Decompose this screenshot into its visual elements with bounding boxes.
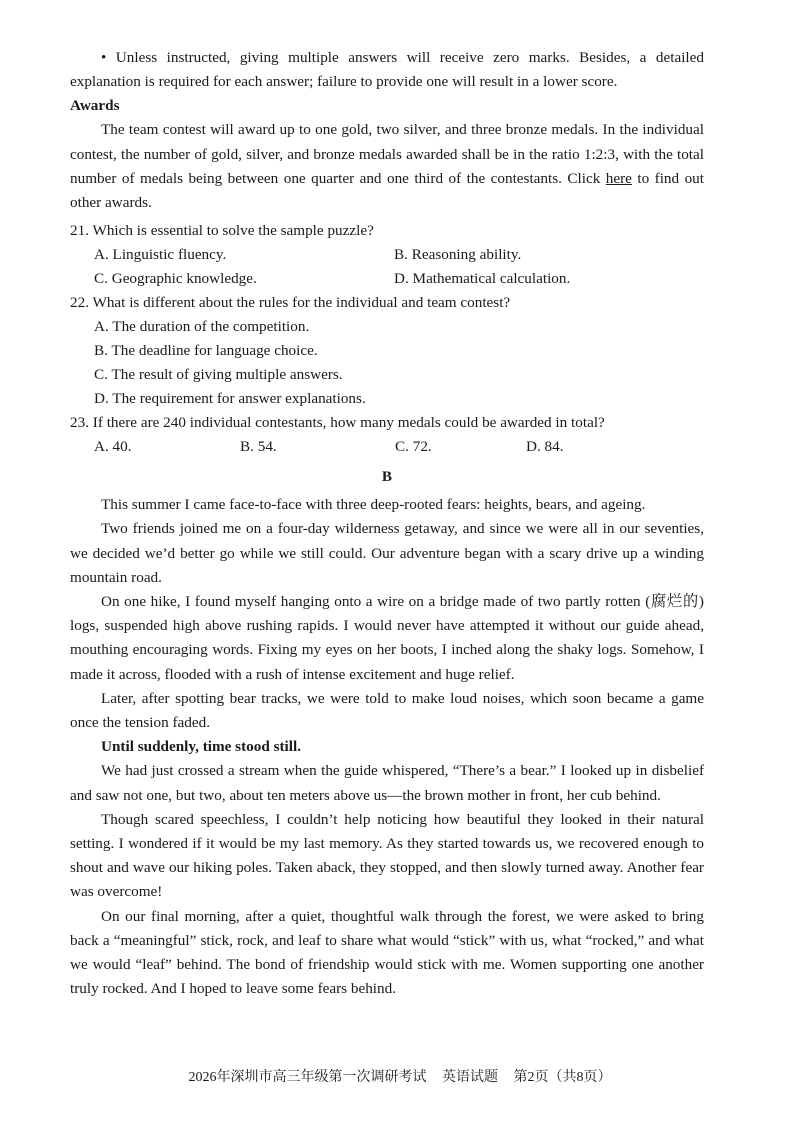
passage-paragraph-3: On one hike, I found myself hanging onto a wire on a bridge made of two partly rotten (腐烂的) logs, suspended high above rushing rapids. I would never have attempted it without our guide ahead, mouthing encouraging words. Fixing my eyes on her boots, I inched along the shaky logs. Somehow, I made it across, flooded with a rush of intense excitement and huge relief. [70, 593, 704, 683]
q23-option-b: B. 54. [240, 438, 277, 456]
question-23: 23. If there are 240 individual contestants, how many medals could be awarded in total? [70, 414, 605, 432]
question-21-options [70, 243, 704, 291]
q22-option-b: B. The deadline for language choice. [94, 342, 318, 360]
passage-paragraph-5: Until suddenly, time stood still. [101, 738, 302, 756]
passage-paragraph-8: On our final morning, after a quiet, thoughtful walk through the forest, we were asked to bring back a “meaningful” stick, rock, and leaf to share what would “stick” with us, what “rocked,” and what we would “leaf” behind. The bond of friendship would stick with me. Women supporting one another truly rocked. And I hoped to leave some fears behind. [70, 907, 704, 998]
page-content [70, 46, 704, 1001]
passage-paragraph-1: This summer I came face-to-face with three deep-rooted fears: heights, bears, and ageing. [101, 496, 646, 514]
q21-option-d: D. Mathematical calculation. [394, 270, 571, 288]
footer-subject: 英语试题 [442, 1070, 498, 1085]
q21-option-a: A. Linguistic fluency. [94, 246, 227, 264]
q23-option-a: A. 40. [94, 438, 132, 456]
q23-option-c: C. 72. [395, 438, 432, 456]
question-22: 22. What is different about the rules for the individual and team contest? [70, 294, 511, 312]
passage-paragraph-7: Though scared speechless, I couldn’t help noticing how beautiful they looked in their natural setting. I wondered if it would be my last memory. As they started towards us, we recovered enough to shout and wave our hiking poles. Taken aback, they stopped, and then slowly turned away. Another fear was overcome! [70, 810, 704, 901]
here-link[interactable]: here [605, 169, 632, 187]
q21-option-b: B. Reasoning ability. [394, 246, 522, 264]
footer-page-number: 第2页（共8页） [513, 1070, 612, 1085]
footer-exam-name: 2026年深圳市高三年级第一次调研考试 [188, 1070, 427, 1085]
passage-paragraph-6: We had just crossed a stream when the guide whispered, “There’s a bear.” I looked up in disbelief and saw not one, but two, about ten meters above us—the brown mother in front, her cub behind. [70, 762, 704, 804]
awards-text-end: to find out other awards. [70, 169, 704, 212]
question-21: 21. Which is essential to solve the sample puzzle? [70, 222, 374, 240]
q22-option-d: D. The requirement for answer explanations. [94, 390, 366, 408]
question-23-options [70, 435, 704, 459]
section-b-label: B [381, 468, 393, 486]
page-footer [0, 1066, 800, 1086]
q23-option-d: D. 84. [526, 438, 564, 456]
awards-text: The team contest will award up to one gold, two silver, and three bronze medals. In the individual contest, the number of gold, silver, and bronze medals awarded shall be in the ratio 1:2:3, with the total number of medals being between one quarter and one third of the contestants. Click [70, 121, 704, 187]
passage-paragraph-2: Two friends joined me on a four-day wilderness getaway, and since we were all in our seventies, we decided we’d better go while we still could. Our adventure began with a scary drive up a winding mountain road. [70, 520, 704, 586]
awards-heading: Awards [70, 97, 120, 115]
q21-option-c: C. Geographic knowledge. [94, 270, 257, 288]
rule-bullet: • Unless instructed, giving multiple answers will receive zero marks. Besides, a detailed explanation is required for each answer; failure to provide one will result in a lower score. [70, 49, 704, 91]
passage-paragraph-4: Later, after spotting bear tracks, we were told to make loud noises, which soon became a game once the tension faded. [70, 689, 704, 732]
q22-option-a: A. The duration of the competition. [94, 318, 310, 336]
q22-option-c: C. The result of giving multiple answers. [94, 366, 343, 384]
awards-paragraph [70, 118, 704, 215]
